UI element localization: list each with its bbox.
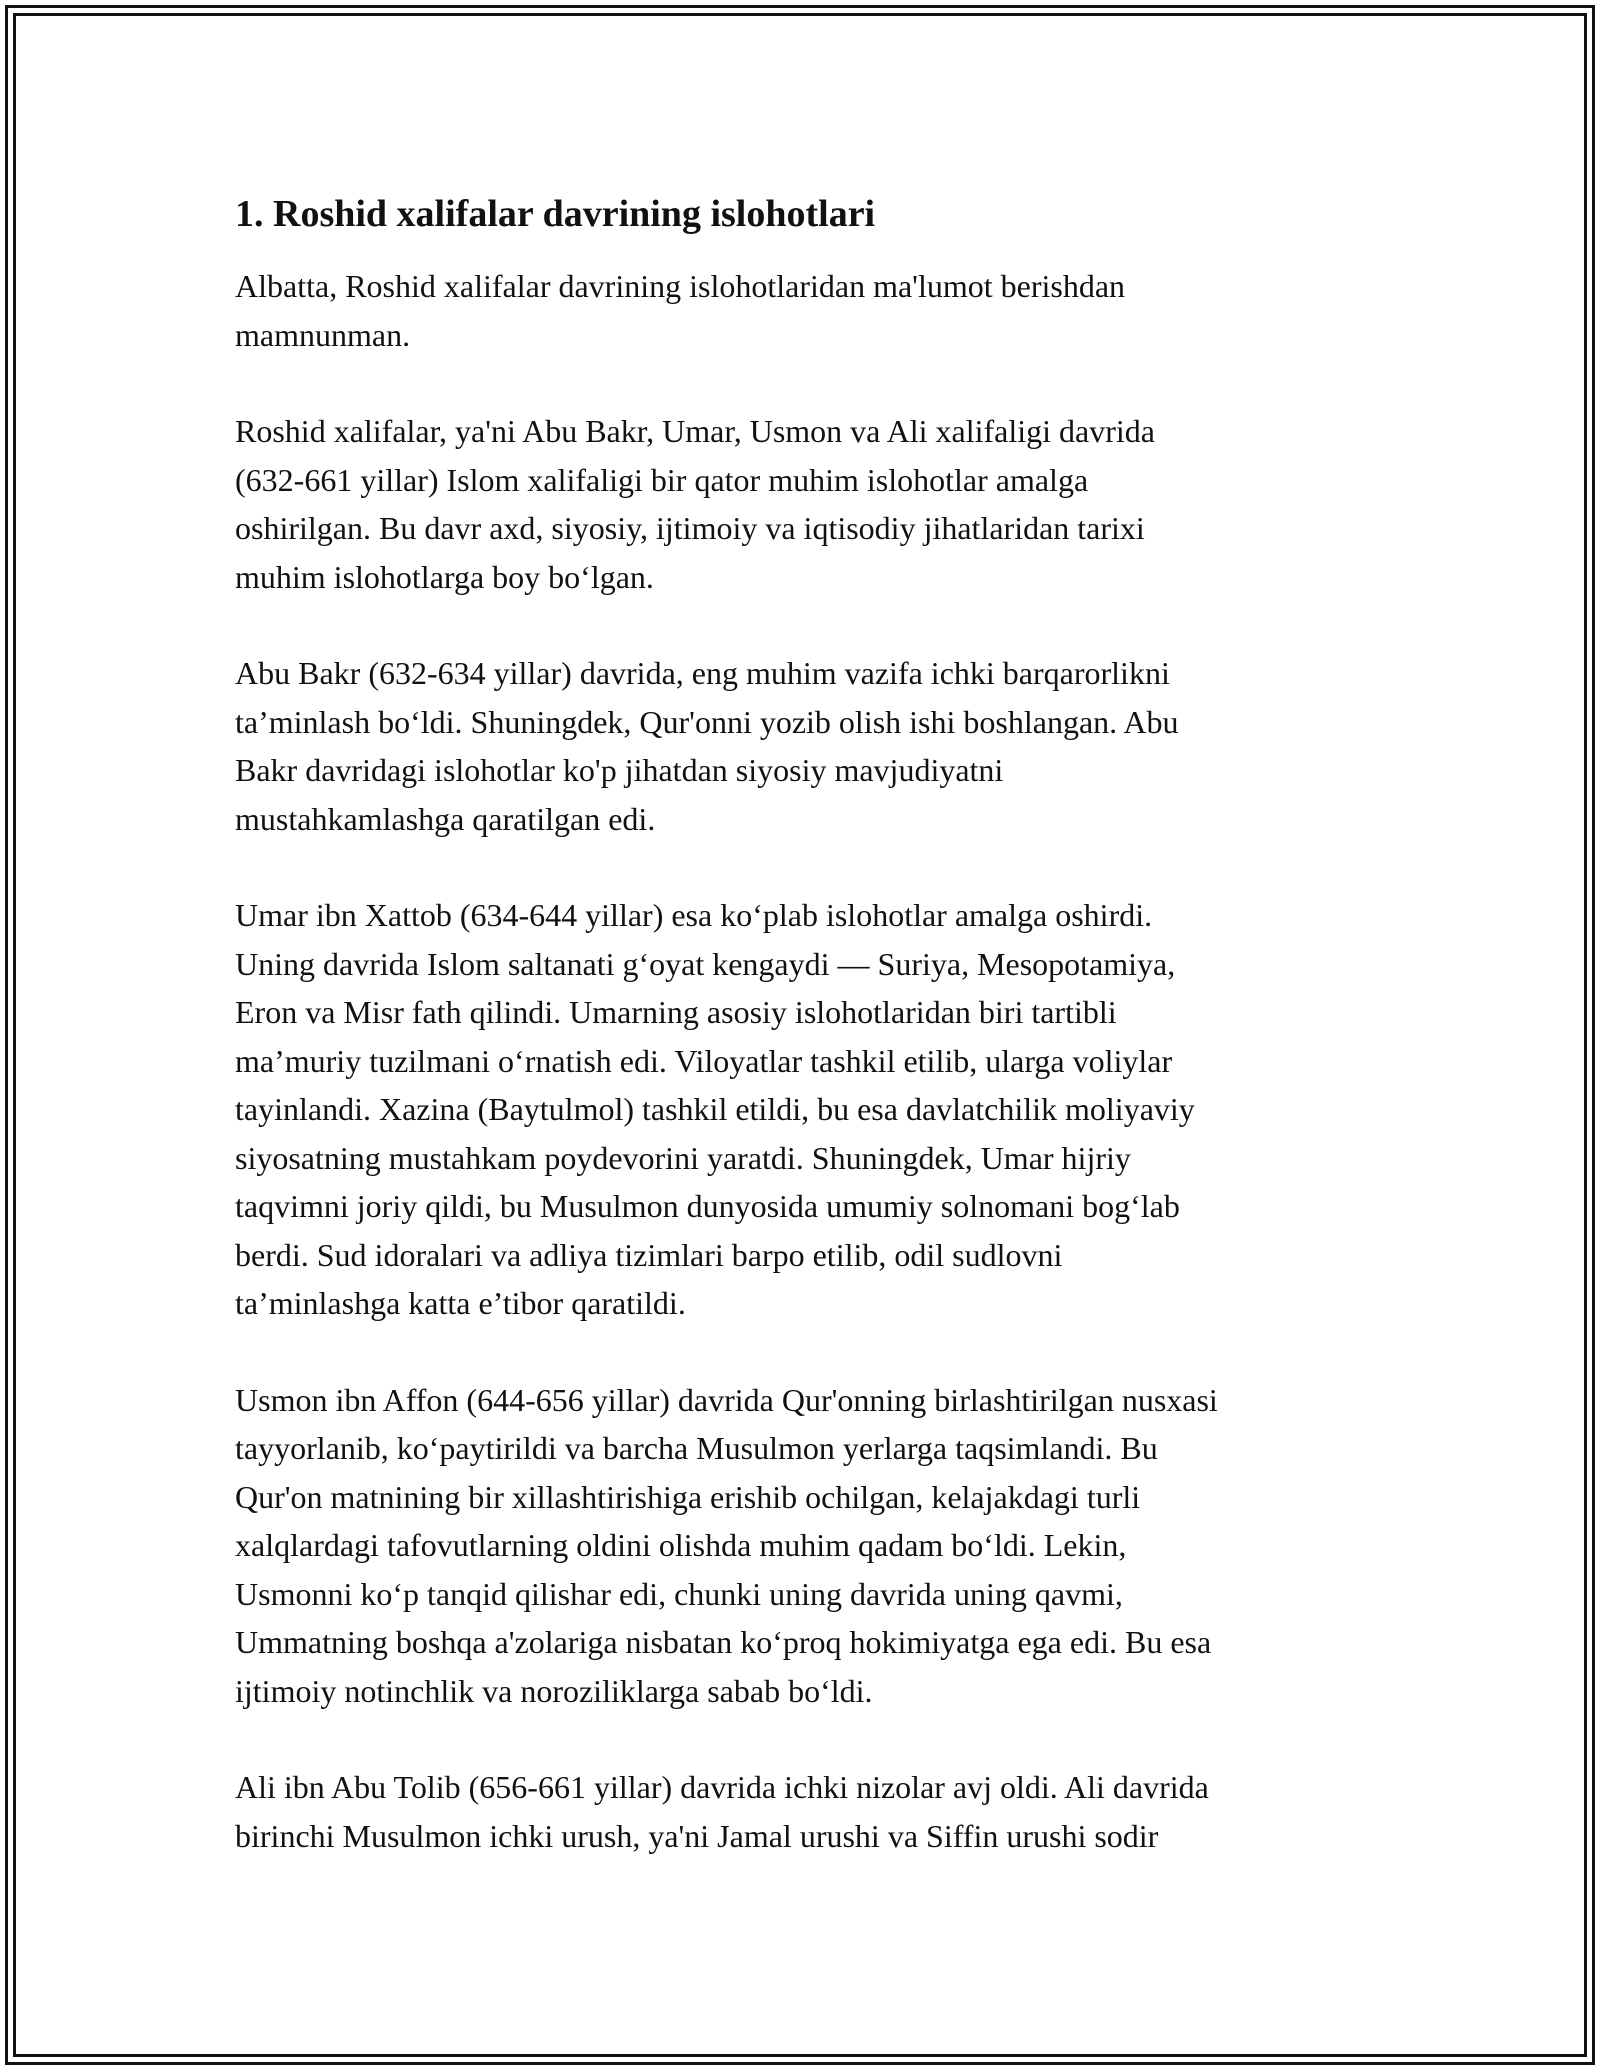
- paragraph-intro: [235, 262, 1385, 359]
- text-line: Umar ibn Xattob (634-644 yillar) esa ko‘plab islohotlar amalga oshirdi.: [235, 897, 1153, 933]
- text-line: mamnunman.: [235, 316, 411, 353]
- text-line: tayinlandi. Xazina (Baytulmol) tashkil etildi, bu esa davlatchilik moliyaviy: [235, 1091, 1195, 1127]
- text-line: (632-661 yillar) Islom xalifaligi bir qator muhim islohotlar amalga: [235, 461, 1089, 498]
- paragraph-overview: [235, 407, 1385, 601]
- text-line: Ummatning boshqa a'zolariga nisbatan ko‘proq hokimiyatga ega edi. Bu esa: [235, 1624, 1212, 1660]
- text-line: ta’minlash bo‘ldi. Shuningdek, Qur'onni yozib olish ishi boshlangan. Abu: [235, 703, 1179, 740]
- text-line: siyosatning mustahkam poydevorini yaratdi. Shuningdek, Umar hijriy: [235, 1139, 1131, 1176]
- text-line: Eron va Misr fath qilindi. Umarning asosiy islohotlaridan biri tartibli: [235, 994, 1117, 1030]
- text-line: ma’muriy tuzilmani o‘rnatish edi. Viloyatlar tashkil etilib, ularga voliylar: [235, 1042, 1173, 1079]
- text-line: birinchi Musulmon ichki urush, ya'ni Jamal urushi va Siffin urushi sodir: [235, 1817, 1159, 1854]
- text-line: taqvimni joriy qildi, bu Musulmon dunyosida umumiy solnomani bog‘lab: [235, 1188, 1180, 1224]
- text-line: tayyorlanib, ko‘paytirildi va barcha Musulmon yerlarga taqsimlandi. Bu: [235, 1430, 1158, 1466]
- page-title: 1. Roshid xalifalar davrining islohotlari: [235, 193, 876, 235]
- paragraph-abu-bakr: [235, 649, 1385, 843]
- text-line: xalqlardagi tafovutlarning oldini olishda muhim qadam bo‘ldi. Lekin,: [235, 1527, 1127, 1563]
- text-line: Abu Bakr (632-634 yillar) davrida, eng muhim vazifa ichki barqarorlikni: [235, 655, 1170, 691]
- paragraph-umar: [235, 891, 1385, 1328]
- text-line: Qur'on matnining bir xillashtirishiga erishib ochilgan, kelajakdagi turli: [235, 1478, 1141, 1515]
- text-line: Roshid xalifalar, ya'ni Abu Bakr, Umar, Usmon va Ali xalifaligi davrida: [235, 413, 1155, 449]
- text-line: ijtimoiy notinchlik va noroziliklarga sabab bo‘ldi.: [235, 1672, 873, 1709]
- text-line: muhim islohotlarga boy bo‘lgan.: [235, 558, 654, 595]
- text-line: mustahkamlashga qaratilgan edi.: [235, 800, 656, 837]
- text-line: berdi. Sud idoralari va adliya tizimlari barpo etilib, odil sudlovni: [235, 1236, 1063, 1273]
- text-line: oshirilgan. Bu davr axd, siyosiy, ijtimoiy va iqtisodiy jihatlaridan tarixi: [235, 510, 1145, 546]
- text-line: Uning davrida Islom saltanati g‘oyat kengaydi — Suriya, Mesopotamiya,: [235, 945, 1176, 982]
- text-line: Ali ibn Abu Tolib (656-661 yillar) davrida ichki nizolar avj oldi. Ali davrida: [235, 1769, 1209, 1805]
- paragraph-usmon: [235, 1376, 1385, 1716]
- text-line: Bakr davridagi islohotlar ko'p jihatdan siyosiy mavjudiyatni: [235, 752, 1004, 788]
- text-line: Usmonni ko‘p tanqid qilishar edi, chunki uning davrida uning qavmi,: [235, 1575, 1123, 1612]
- text-line: ta’minlashga katta e’tibor qaratildi.: [235, 1285, 686, 1321]
- paragraph-ali: [235, 1763, 1385, 1860]
- text-line: Albatta, Roshid xalifalar davrining islohotlaridan ma'lumot berishdan: [235, 268, 1126, 304]
- text-line: Usmon ibn Affon (644-656 yillar) davrida Qur'onning birlashtirilgan nusxasi: [235, 1381, 1218, 1418]
- document-body: [235, 186, 1385, 1908]
